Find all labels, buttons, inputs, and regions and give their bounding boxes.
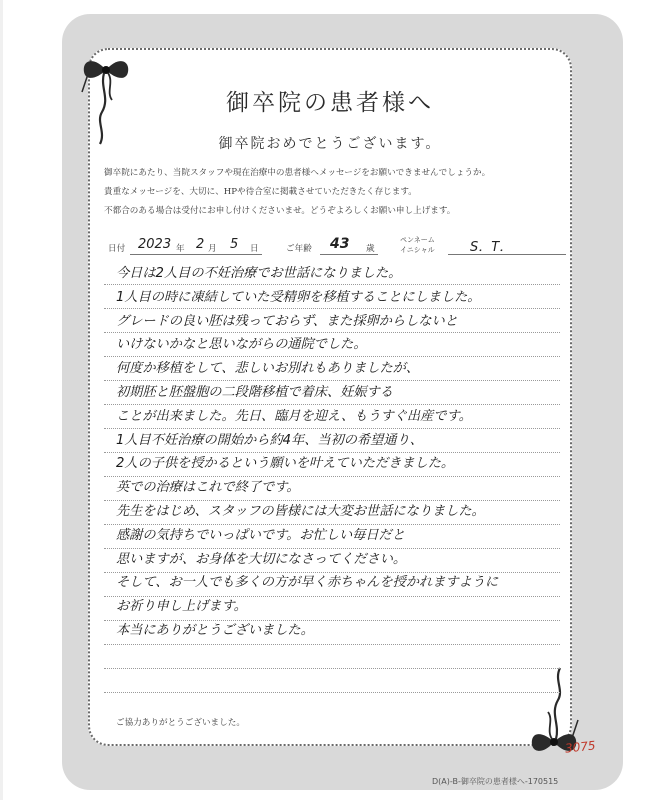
age-underline	[320, 254, 378, 255]
message-line: 1人目不妊治療の開始から約4年、当初の希望通り、	[116, 432, 423, 448]
form-code: D(A)-B-御卒院の患者様へ-170515	[432, 777, 559, 786]
date-year: 2023	[138, 237, 172, 252]
form-row	[108, 232, 568, 262]
intro-text	[104, 164, 556, 221]
message-line: お祈り申し上げます。	[116, 599, 247, 615]
year-label: 年	[176, 244, 185, 254]
message-line: 本当にありがとうございました。	[116, 622, 314, 638]
age-label: ご年齢	[286, 244, 312, 254]
page-title: 御卒院の患者様へ	[226, 90, 434, 116]
date-label: 日付	[108, 244, 126, 254]
date-day: 5	[230, 237, 239, 252]
pen-name-value: S．T．	[470, 240, 513, 255]
date-underline	[130, 254, 262, 255]
message-line: 初期胚と胚盤胞の二段階移植で着床、妊娠する	[116, 384, 393, 400]
thanks-note: ご協力ありがとうございました。	[116, 718, 245, 728]
ruled-line	[104, 692, 560, 693]
day-label: 日	[250, 244, 259, 254]
message-line: 何度か移植をして、悲しいお別れもありましたが、	[116, 361, 420, 377]
month-label: 月	[208, 244, 217, 254]
initial-label: イニシャル	[400, 246, 435, 254]
intro-line: 御卒院にあたり、当院スタッフや現在治療中の患者様へメッセージをお願いできませんでしょうか。	[104, 168, 491, 178]
intro-line: 貴重なメッセージを、大切に、HPや待合室に掲載させていただきたく存じます。	[104, 187, 417, 197]
age-unit: 歳	[366, 244, 375, 254]
message-line: 1人目の時に凍結していた受精卵を移植することにしました。	[116, 289, 481, 305]
page-subtitle: 御卒院おめでとうございます。	[218, 136, 442, 152]
ruled-line	[104, 644, 560, 645]
handwritten-message	[116, 262, 556, 643]
handwritten-number: 3075	[564, 738, 597, 756]
date-month: 2	[196, 237, 205, 252]
message-line: 2人の子供を授かるという願いを叶えていただきました。	[116, 456, 455, 472]
pen-underline	[448, 254, 566, 255]
intro-line: 不都合のある場合は受付にお申し付けくださいませ。どうぞよろしくお願い申し上げます。	[104, 206, 456, 216]
message-line: 先生をはじめ、スタッフの皆様には大変お世話になりました。	[116, 503, 485, 519]
pen-name-label: ペンネーム	[400, 236, 435, 244]
message-line: いけないかなと思いながらの通院でした。	[116, 337, 367, 353]
message-line: 今日は2人目の不妊治療でお世話になりました。	[116, 266, 402, 281]
age-value: 43	[330, 236, 350, 252]
message-line: ことが出来ました。先日、臨月を迎え、もうすぐ出産です。	[116, 408, 472, 424]
message-line: 英での治療はこれで終了です。	[116, 480, 300, 496]
message-line: そして、お一人でも多くの方が早く赤ちゃんを授かれますように	[116, 575, 499, 591]
ruled-line	[104, 668, 560, 669]
message-line: グレードの良い胚は残っておらず、また採卵からしないと	[116, 313, 458, 329]
message-line: 感謝の気持ちでいっぱいです。お忙しい毎日だと	[116, 527, 405, 543]
message-line: 思いますが、お身体を大切になさってください。	[116, 551, 407, 567]
